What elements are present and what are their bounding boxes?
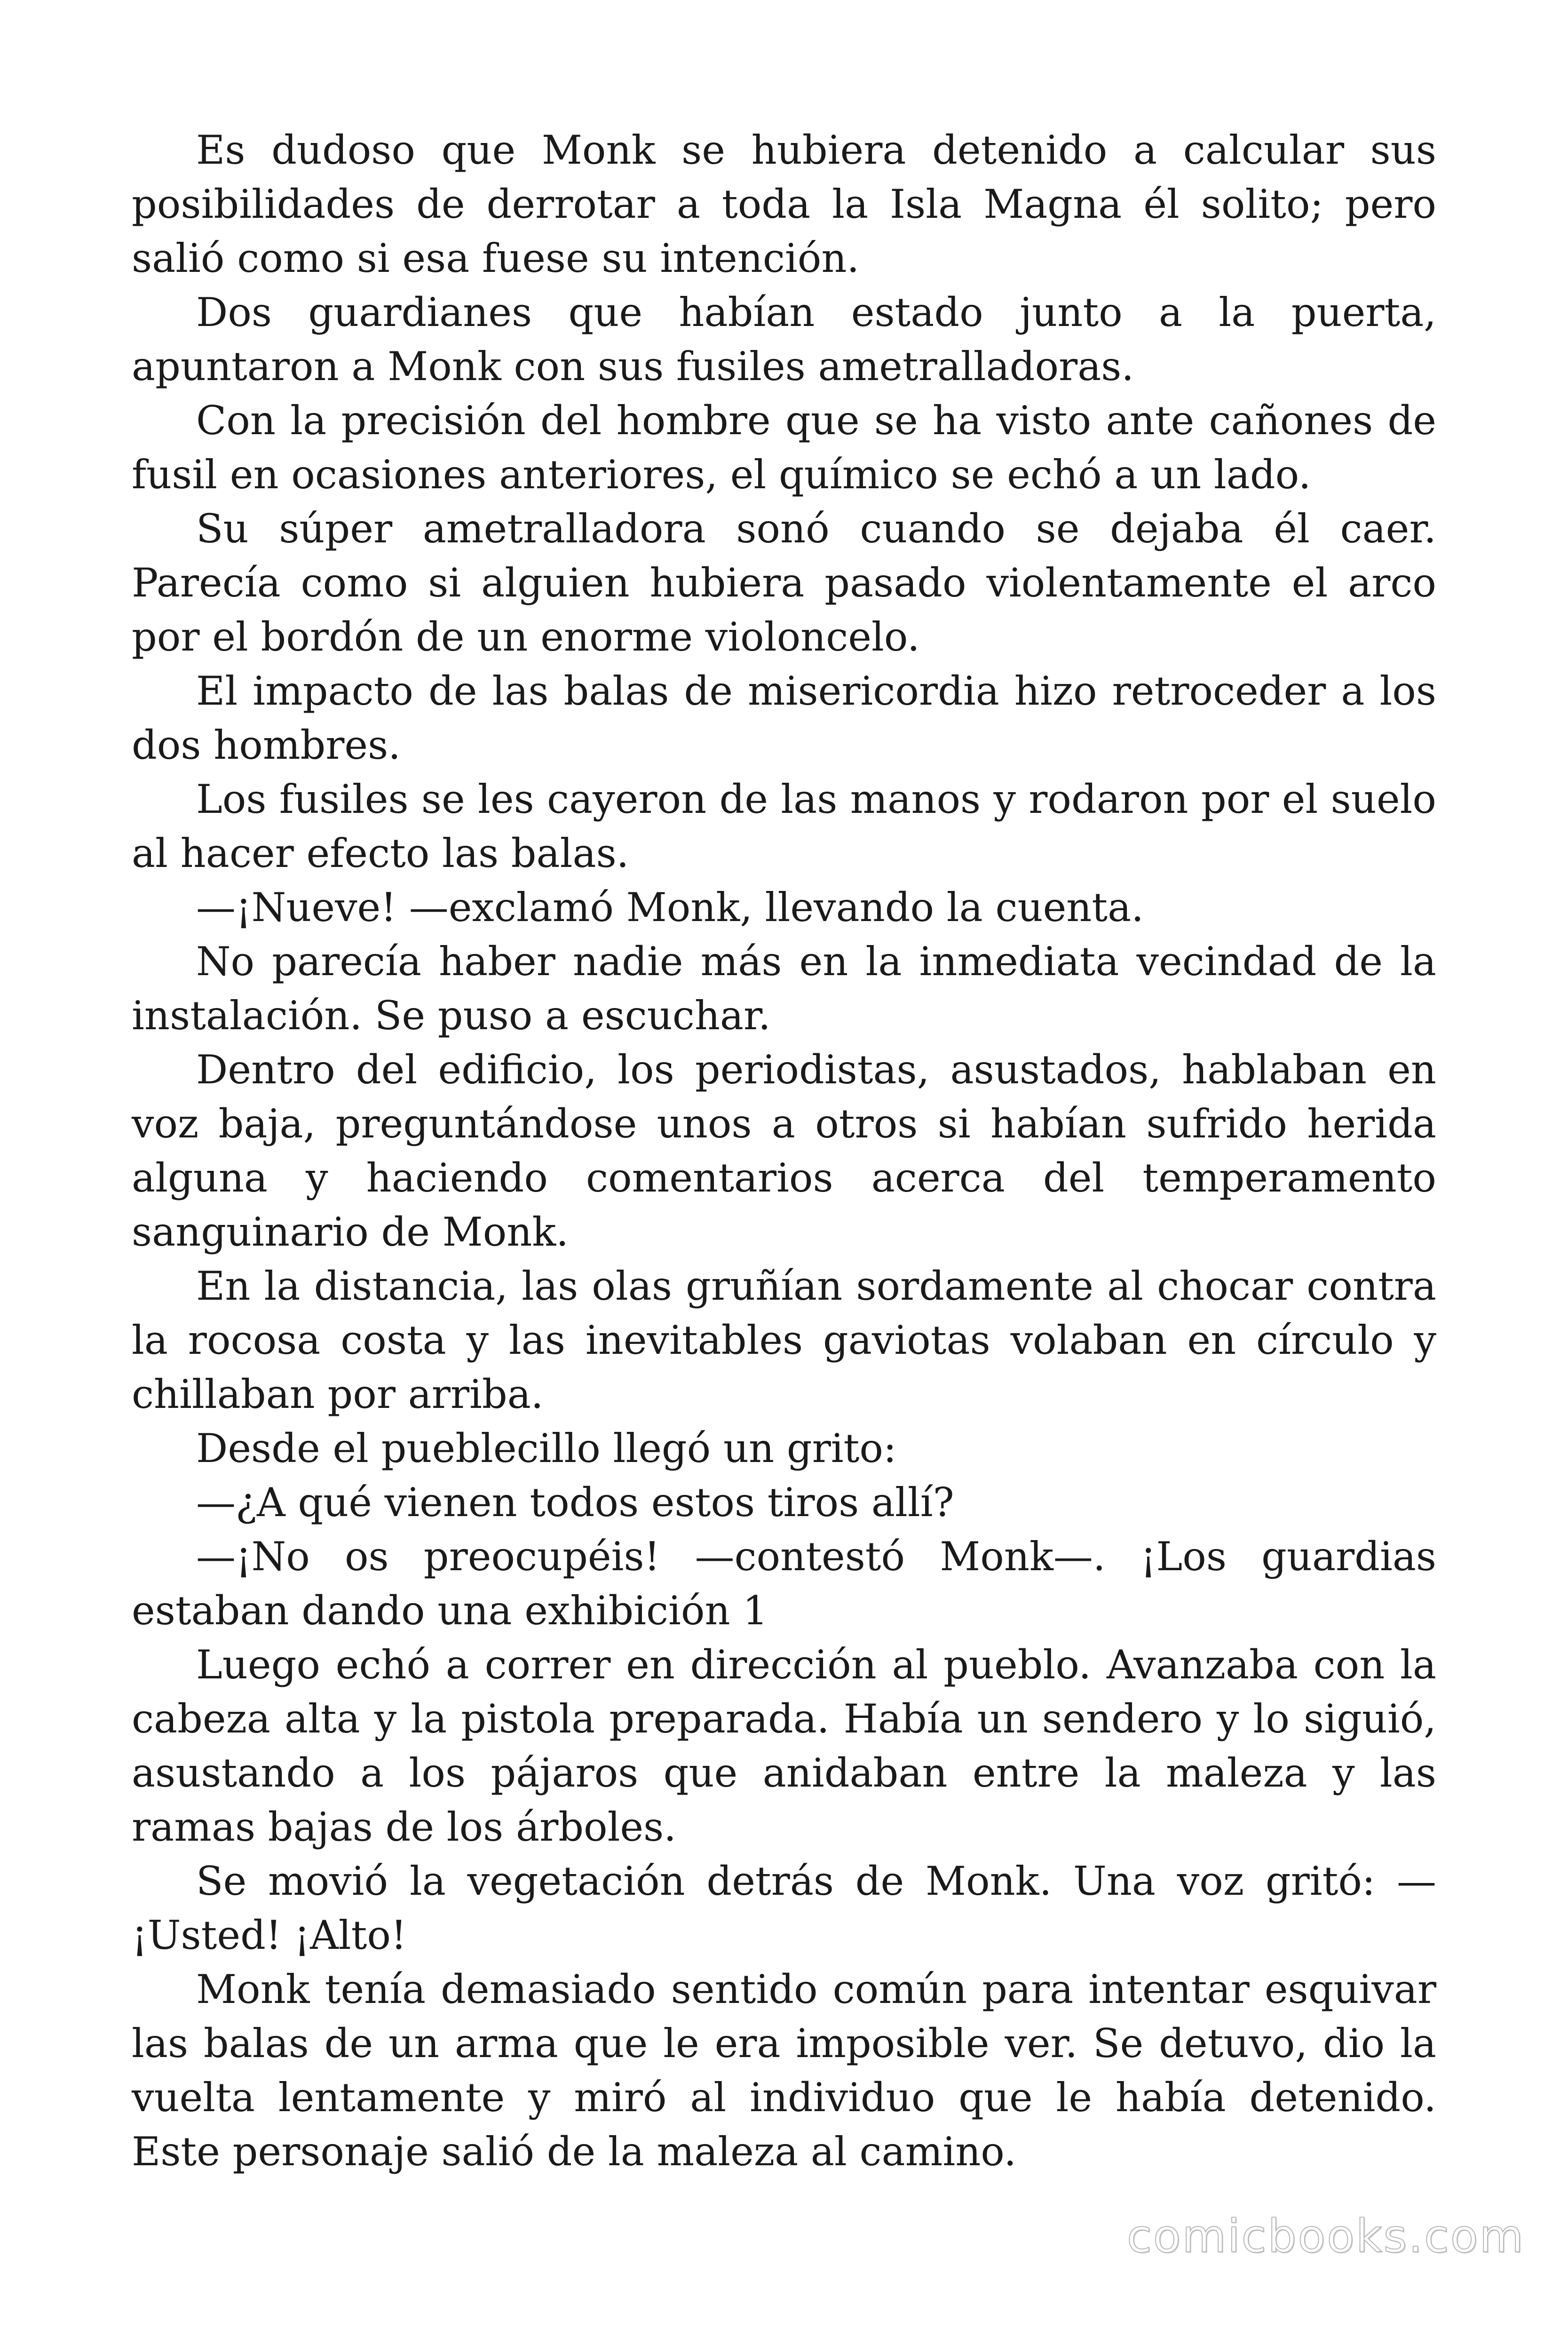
paragraph: —¿A qué vienen todos estos tiros allí? [196, 1479, 954, 1526]
paragraph: Desde el pueblecillo llegó un grito: [196, 1425, 897, 1471]
paragraph: Se movió la vegetación detrás de Monk. Una voz gritó: —¡Usted! ¡Alto! [132, 1858, 1436, 1958]
watermark-text: comicbooks.com [1126, 2210, 1525, 2263]
paragraph: Los fusiles se les cayeron de las manos y rodaron por el suelo al hacer efecto las balas. [132, 776, 1436, 876]
paragraph: Monk tenía demasiado sentido común para intentar esquivar las balas de un arma que le era imposible ver. Se detuvo, dio la vuelta lentamente y miró al individuo que le había detenido. Este personaje salió de la maleza al camino. [132, 1966, 1436, 2175]
paragraph: —¡No os preocupéis! —contestó Monk—. ¡Los guardias estaban dando una exhibición 1 [132, 1534, 1436, 1634]
paragraph: Dos guardianes que habían estado junto a la puerta, apuntaron a Monk con sus fusiles ametralladoras. [132, 289, 1436, 389]
paragraph: Con la precisión del hombre que se ha visto ante cañones de fusil en ocasiones anteriores, el químico se echó a un lado. [132, 397, 1436, 498]
paragraph: No parecía haber nadie más en la inmediata vecindad de la instalación. Se puso a escuchar. [132, 938, 1436, 1039]
paragraph: Dentro del edificio, los periodistas, asustados, hablaban en voz baja, preguntándose unos a otros si habían sufrido herida alguna y haciendo comentarios acerca del temperamento sanguinario de Monk. [132, 1047, 1436, 1255]
paragraph: —¡Nueve! —exclamó Monk, llevando la cuenta. [196, 884, 1144, 930]
paragraph: Es dudoso que Monk se hubiera detenido a calcular sus posibilidades de derrotar a toda la Isla Magna él solito; pero salió como si esa fuese su intención. [132, 127, 1436, 281]
paragraph: El impacto de las balas de misericordia hizo retroceder a los dos hombres. [132, 668, 1436, 768]
book-page-text [132, 123, 1436, 2179]
paragraph: Luego echó a correr en dirección al pueblo. Avanzaba con la cabeza alta y la pistola preparada. Había un sendero y lo siguió, asustando a los pájaros que anidaban entre la maleza y las ramas bajas de los árboles. [132, 1642, 1436, 1850]
paragraph: Su súper ametralladora sonó cuando se dejaba él caer. Parecía como si alguien hubiera pasado violentamente el arco por el bordón de un enorme violoncelo. [132, 506, 1436, 660]
paragraph: En la distancia, las olas gruñían sordamente al chocar contra la rocosa costa y las inevitables gaviotas volaban en círculo y chillaban por arriba. [132, 1263, 1436, 1417]
